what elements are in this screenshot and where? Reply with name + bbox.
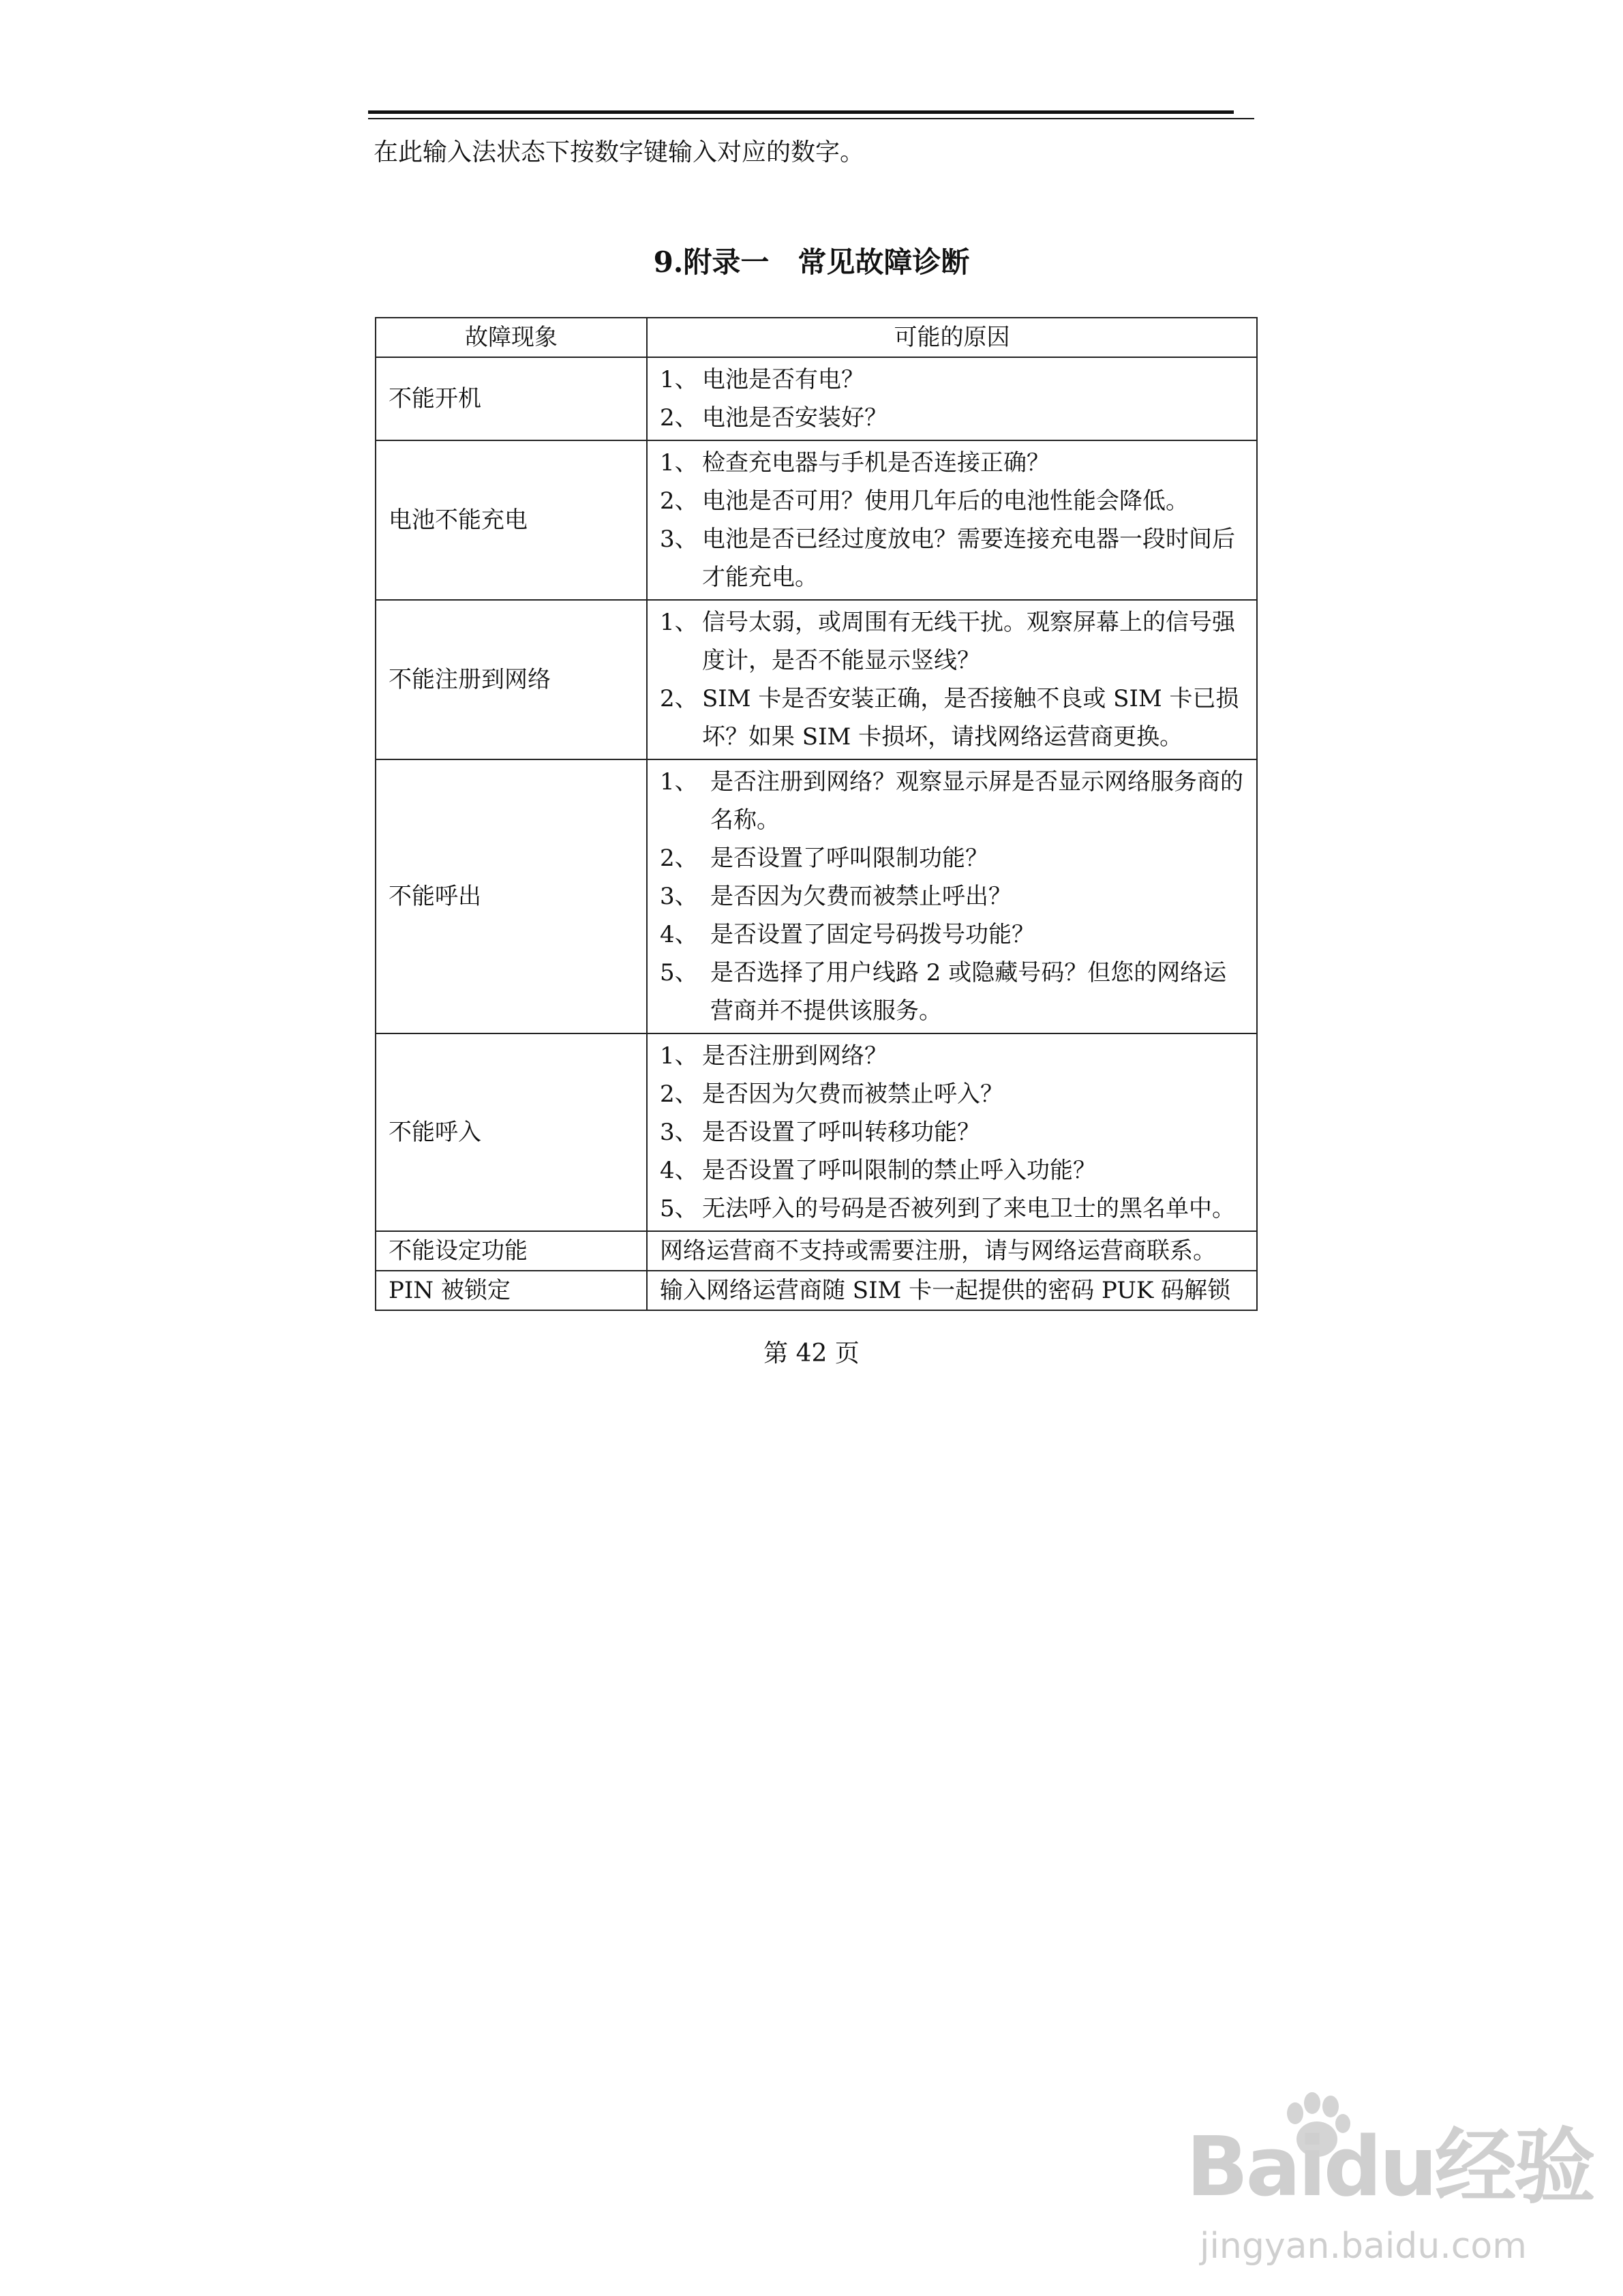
cause-item: 2、 是否因为欠费而被禁止呼入？ [660,1081,1003,1108]
cause-item: 2、 是否设置了呼叫限制功能？ [660,845,988,872]
fault-diagnosis-table [375,317,1258,1311]
table-row [376,600,1257,759]
cause-item: 4、 是否设置了呼叫限制的禁止呼入功能？ [660,1157,1096,1184]
cause-item: 网络运营商不支持或需要注册，请与网络运营商联系。 [660,1237,1216,1265]
symptom-cell: 不能设定功能 [376,1231,647,1271]
watermark-url: jingyan.baidu.com [1200,2226,1527,2267]
table-row [376,1033,1257,1231]
symptom-cell: PIN 被锁定 [376,1271,647,1310]
symptom-cell: 不能呼出 [376,759,647,1033]
cause-item: 3、 电池是否已经过度放电？需要连接充电器一段时间后才能充电。 [660,526,1235,591]
table-row [376,759,1257,1033]
cause-item: 5、 无法呼入的号码是否被列到了来电卫士的黑名单中。 [660,1195,1235,1222]
cause-item: 2、 SIM 卡是否安装正确，是否接触不良或 SIM 卡已损坏？如果 SIM 卡损坏，请找网络运营商更换。 [660,685,1239,751]
table-row [376,357,1257,440]
table-row [376,1231,1257,1271]
cause-item: 2、 电池是否可用？使用几年后的电池性能会降低。 [660,487,1189,515]
symptom-cell: 不能开机 [376,357,647,440]
cause-item: 2、 电池是否安装好？ [660,404,888,432]
intro-paragraph: 在此输入法状态下按数字键输入对应的数字。 [374,138,865,166]
symptom-cell: 不能呼入 [376,1033,647,1231]
symptom-cell: 电池不能充电 [376,440,647,600]
cause-item: 3、 是否因为欠费而被禁止呼出？ [660,883,1012,910]
symptom-cell: 不能注册到网络 [376,600,647,759]
header-rule-thick [368,110,1234,114]
header-causes: 可能的原因 [647,318,1257,357]
cause-item: 1、 信号太弱，或周围有无线干扰。观察屏幕上的信号强度计，是否不能显示竖线？ [660,609,1235,674]
baidu-jingyan-watermark [1159,2113,1593,2270]
table-row [376,1271,1257,1310]
causes-cell [647,1033,1257,1231]
causes-cell [647,600,1257,759]
causes-cell [647,759,1257,1033]
section-heading: 9.附录一 常见故障诊断 [653,245,970,279]
page-number: 第 42 页 [763,1340,860,1368]
header-rule-thin [368,118,1254,119]
cause-item: 3、 是否设置了呼叫转移功能？ [660,1119,980,1146]
header-symptom: 故障现象 [376,318,647,357]
cause-item: 1、 检查充电器与手机是否连接正确？ [660,449,1050,477]
watermark-logo-text: Baidu经验 [1186,2120,1593,2215]
causes-cell [647,440,1257,600]
cause-item: 1、 是否注册到网络？ [660,1042,888,1070]
causes-cell [647,357,1257,440]
cause-item: 4、 是否设置了固定号码拨号功能？ [660,921,1035,948]
table-row [376,440,1257,600]
table-header-row [376,318,1257,357]
causes-cell [647,1271,1257,1310]
cause-item: 5、 是否选择了用户线路 2 或隐藏号码？但您的网络运营商并不提供该服务。 [660,959,1227,1025]
causes-cell [647,1231,1257,1271]
cause-item: 1、 电池是否有电？ [660,366,864,393]
cause-item: 输入网络运营商随 SIM 卡一起提供的密码 PUK 码解锁 [660,1277,1231,1304]
cause-item: 1、 是否注册到网络？观察显示屏是否显示网络服务商的名称。 [660,768,1243,834]
